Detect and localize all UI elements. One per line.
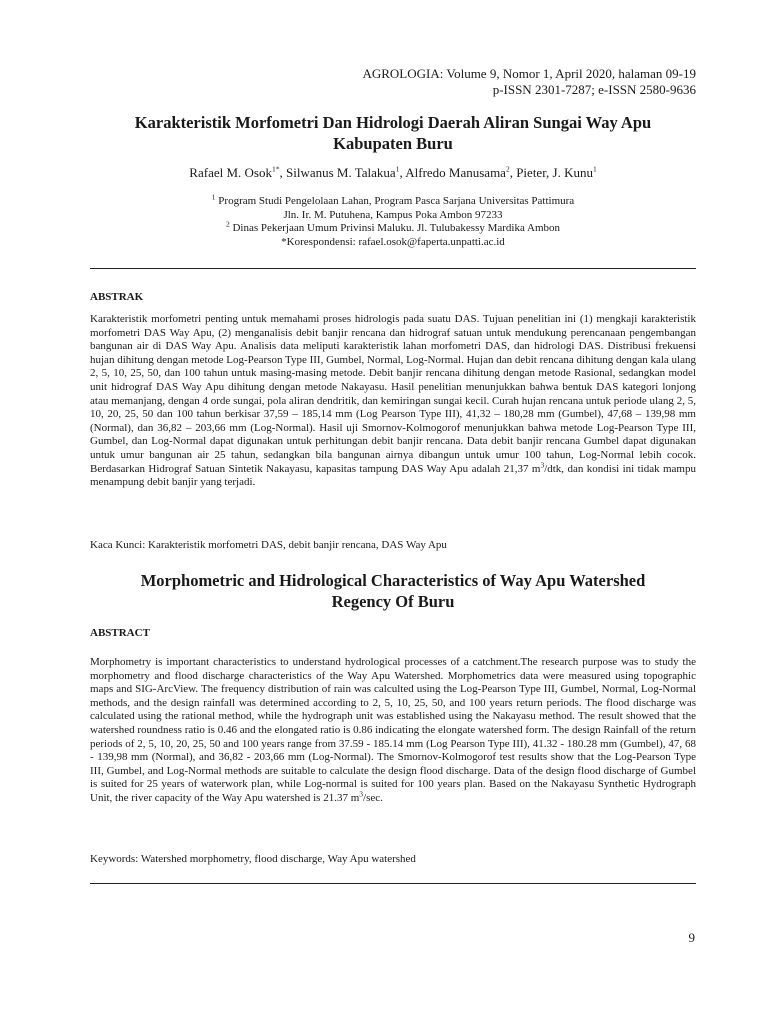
abstract-superscript: 3 — [359, 789, 364, 799]
author-list: Rafael M. Osok$^{1*}$, Silwanus M. Talakua$^1$, Alfredo Manusama$^2$, Pieter, J. Kunu$^1$ — [189, 164, 597, 180]
divider-bottom — [90, 883, 696, 884]
author-name: Alfredo Manusama — [405, 165, 506, 180]
page-number: 9 — [688, 930, 695, 945]
title-english — [90, 570, 696, 612]
affiliation-1-line1: Program Studi Pengelolaan Lahan, Program Pasca Sarjana Universitas Pattimura — [215, 195, 575, 207]
abstrak-heading: ABSTRAK — [90, 291, 144, 303]
title-indonesian — [90, 112, 696, 154]
journal-issn: p-ISSN 2301-7287; e-ISSN 2580-9636 — [492, 82, 696, 97]
journal-citation: AGROLOGIA: Volume 9, Nomor 1, April 2020, halaman 09-19 — [362, 66, 696, 81]
affiliation-2-line: Dinas Pekerjaan Umum Privinsi Maluku. Jl. Tulubakessy Mardika Ambon — [229, 222, 561, 235]
abstrak-body — [90, 313, 696, 490]
affiliation-2 — [90, 219, 696, 236]
author-affiliation-mark: 1 — [592, 164, 597, 174]
journal-header — [362, 66, 696, 98]
abstract-keywords: Keywords: Watershed morphometry, flood discharge, Way Apu watershed — [90, 853, 416, 865]
author-name: Silwanus M. Talakua — [285, 165, 396, 180]
corresponding-author: *Korespondensi: rafael.osok@faperta.unpatti.ac.id — [281, 235, 505, 248]
abstrak-text-end: /dtk, dan kondisi ini tidak mampu menampung debit banjir yang terjadi. — [90, 462, 696, 489]
abstract-text: Morphometry is important characteristics to understand hydrological processes of a catchment.The research purpose was to study the morphometry and flood discharge characteristics of the Way Apu Watershed. Morphometrics data were measured using topographic maps and SIG-ArcView. The frequency distribution of rain was calculted using the Log-Pearson Type III, Gumbel, Normal, Log-Normal methods, and the design rainfall was determined according to 2, 5, 10, 25, 50, and 100 years return periods. The flood discharge was calculated using the rational method, while the hydrograph unit was established using the Nakayasu method. The result showed that the watershed roundness ratio is 0.46 and the elongated ratio is 0.86 indicating the elongate watershed form. The design Rainfall of the return periods of 2, 5, 10, 20, 25, 50 and 100 years range from 37.59 - 185.14 mm (Log Pearson Type III), 41.32 - 180.28 mm (Gumbel), 47, 68 - 139,98 mm (Normal), and 36,82 - 203,66 mm (Log-Normal). The Smornov-Kolmogorof test results show that the Log-Pearson Type III, Gumbel, and Log-Normal methods are suitable to calculate the design flood discharge. Data of the design flood discharge of Gumbel is suited for 25 years of waterwork plan, while Log-normal is suited for 100 years plan. Based on the Nakayasu Synthetic Hydrograph Unit, the river capacity of the Way Apu watershed is 21.37 m — [90, 656, 696, 804]
abstract-body — [90, 656, 696, 806]
abstrak-text: Karakteristik morfometri penting untuk memahami proses hidrologis pada suatu DAS. Tujuan penelitian ini (1) mengkaji karakteristik morfometri DAS Way Apu, (2) menganalisis debit banjir rencana dan hidrograf satuan untuk mendukung perencanaan pengembangan bangunan air di DAS Way Apu. Analisis data meliputi karakteristik lahan morfometri DAS, dan hidrologi DAS. Distribusi frekuensi hujan dihitung dengan metode Log-Pearson Type III, Gumbel, Normal, Log-Normal. Hujan dan debit rencana dihitung dengan kala ulang 2, 5, 10, 25, 50, dan 100 tahun untuk masing-masing metode. Debit banjir rencana dihitung dengan metode Rasional, sedangkan model unit hidrograf DAS Way Apu dihitung dengan metode Nakayasu. Hasil penelitian menunjukkan bahwa bentuk DAS kategori lonjong atau memanjang, dengan 4 orde sungai, pola aliran dendritik, dan kemiringan sungai kecil. Curah hujan rencana untuk periode ulang 2, 5, 10, 20, 25, 50 dan 100 tahun berkisar 37,59 – 185,14 mm (Log Pearson Type III), 41,32 – 180,28 mm (Gumbel), 47,68 – 139,98 mm (Normal), dan 36,82 – 203,66 mm (Log-Normal). Hasil uji Smornov-Kolmogorof menunjukkan bahwa metode Log-Pearson Type III, Gumbel, dan Log-Normal dapat digunakan untuk perhitungan debit banjir rencana. Data debit banjir rencana Gumbel dapat digunakan untuk umur bangunan air 25 tahun, sedangkan bila bangunan airnya dibangun untuk umur 100 tahun, Log-Normal lebih cocok. Berdasarkan Hidrograf Satuan Sintetik Nakayasu, kapasitas tampung DAS Way Apu adalah 21,37 m — [90, 313, 696, 475]
abstrak-keywords: Kaca Kunci: Karakteristik morfometri DAS, debit banjir rencana, DAS Way Apu — [90, 539, 447, 551]
title-english-line1: Morphometric and Hidrological Characteristics of Way Apu Watershed — [140, 571, 646, 590]
title-indonesian-line2: Kabupaten Buru — [333, 134, 453, 153]
affiliation-2-mark: 2 — [225, 219, 230, 229]
title-english-line2: Regency Of Buru — [331, 592, 455, 611]
abstract-text-end: /sec. — [363, 791, 383, 804]
author-name: Pieter, J. Kunu — [516, 165, 593, 180]
author-affiliation-mark: 1* — [271, 164, 280, 174]
abstract-heading: ABSTRACT — [90, 627, 150, 639]
affiliation-1-address: Jln. Ir. M. Putuhena, Kampus Poka Ambon 97233 — [283, 208, 503, 221]
abstrak-superscript: 3 — [540, 459, 545, 469]
affiliation-1-mark: 1 — [211, 192, 216, 202]
author-name: Rafael M. Osok — [189, 165, 272, 180]
author-affiliation-mark: 1 — [395, 164, 400, 174]
affiliations — [90, 192, 696, 249]
divider-top — [90, 268, 696, 269]
title-indonesian-line1: Karakteristik Morfometri Dan Hidrologi Daerah Aliran Sungai Way Apu — [134, 113, 652, 132]
author-affiliation-mark: 2 — [505, 164, 510, 174]
affiliation-1 — [90, 192, 696, 209]
